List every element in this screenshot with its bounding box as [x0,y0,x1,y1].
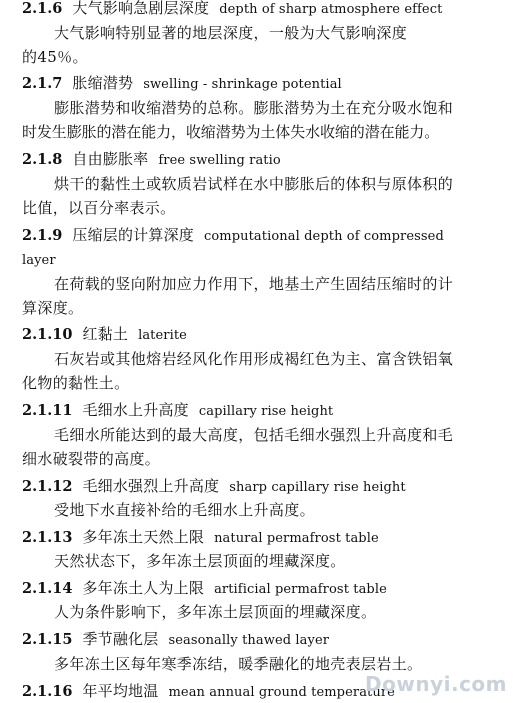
entry-heading [22,629,329,651]
site-watermark: Downyi.com [365,672,507,696]
entry-heading-continued [22,249,56,271]
entry-term-zh: 毛细水上升高度 [82,401,189,419]
entry-term-en: artificial permafrost table [214,582,387,597]
entry-definition: 多年冻土区每年寒季冻结，暖季融化的地壳表层岩土。 [54,655,423,673]
entry-term-zh: 自由膨胀率 [72,150,149,168]
entry-definition: 人为条件影响下，多年冻土层顶面的埋藏深度。 [54,603,377,621]
entry-definition: 膨胀潜势和收缩潜势的总称。膨胀潜势为土在充分吸水饱和 [54,99,454,117]
entry-definition: 在荷载的竖向附加应力作用下，地基土产生固结压缩时的计 [54,275,454,293]
entry-term-zh: 胀缩潜势 [72,74,134,92]
entry-heading [22,400,333,422]
entry-term-zh: 年平均地温 [82,682,159,700]
entry-number: 2.1.6 [22,0,63,17]
entry-number: 2.1.14 [22,580,73,597]
entry-definition: 毛细水所能达到的最大高度，包括毛细水强烈上升高度和毛 [54,426,454,444]
entry-number: 2.1.11 [22,402,73,419]
entry-heading [22,225,444,247]
entry-term-zh: 多年冻土天然上限 [82,528,205,546]
entry-heading [22,476,406,498]
entry-number: 2.1.8 [22,151,63,168]
entry-definition: 的45％。 [22,48,88,66]
entry-term-en: free swelling ratio [158,153,281,168]
entry-definition: 烘干的黏性土或软质岩试样在水中膨胀后的体积与原体积的 [54,175,454,193]
entry-definition: 比值，以百分率表示。 [22,199,176,217]
entry-term-zh: 多年冻土人为上限 [82,579,205,597]
entry-number: 2.1.13 [22,529,73,546]
entry-term-en: depth of sharp atmosphere effect [219,2,443,17]
entry-term-en: layer [22,253,56,268]
entry-definition: 时发生膨胀的潜在能力，收缩潜势为土体失水收缩的潜在能力。 [22,123,440,141]
entry-definition: 细水破裂带的高度。 [22,450,161,468]
entry-term-en: capillary rise height [198,404,334,419]
entry-definition: 算深度。 [22,299,84,317]
entry-definition: 天然状态下，多年冻土层顶面的埋藏深度。 [54,552,346,570]
entry-term-en: seasonally thawed layer [168,633,330,648]
entry-term-zh: 毛细水强烈上升高度 [82,477,220,495]
entry-term-en: swelling - shrinkage potential [143,77,342,92]
entry-term-zh: 大气影响急剧层深度 [72,0,210,17]
entry-number: 2.1.15 [22,631,73,648]
entry-definition: 大气影响特别显著的地层深度，一般为大气影响深度 [54,24,408,42]
entry-number: 2.1.12 [22,478,73,495]
entry-heading [22,149,281,171]
entry-term-zh: 季节融化层 [82,630,159,648]
entry-term-en: natural permafrost table [214,531,379,546]
entry-heading [22,324,187,346]
entry-number: 2.1.7 [22,75,63,92]
entry-number: 2.1.10 [22,326,73,343]
entry-term-en: laterite [138,328,187,343]
entry-term-en: sharp capillary rise height [229,480,406,495]
entry-term-en: mean annual ground temperature [168,685,395,700]
entry-term-zh: 压缩层的计算深度 [72,226,194,244]
entry-heading [22,73,342,95]
entry-number: 2.1.16 [22,683,73,700]
entry-heading [22,527,379,549]
entry-term-en: computational depth of compressed [203,229,444,244]
entry-heading [22,578,387,600]
entry-definition: 化物的黏性土。 [22,374,130,392]
entry-definition: 受地下水直接补给的毛细水上升高度。 [54,501,315,519]
entry-definition: 石灰岩或其他熔岩经风化作用形成褐红色为主、富含铁铝氧 [54,350,454,368]
entry-heading [22,0,442,20]
entry-number: 2.1.9 [22,227,63,244]
entry-term-zh: 红黏土 [82,325,129,343]
